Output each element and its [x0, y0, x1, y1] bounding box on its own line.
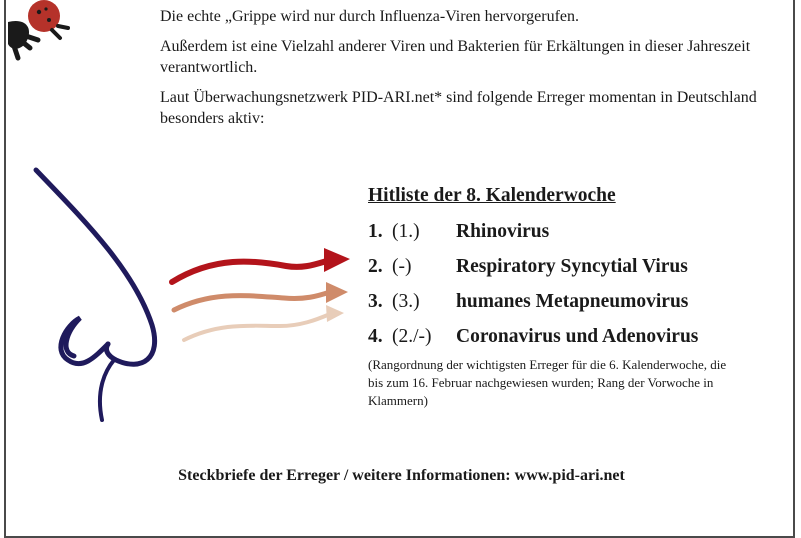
list-item — [368, 214, 798, 249]
list-item-rank: 3. — [368, 290, 383, 312]
list-item-pathogen: Coronavirus und Adenovirus — [456, 325, 699, 347]
list-item-pathogen: humanes Metapneumovirus — [456, 290, 689, 312]
airflow-arrow-light-icon — [184, 314, 330, 340]
intro-text — [160, 6, 780, 138]
nose-outline-icon — [36, 170, 155, 364]
list-item-previous-rank: (2./-) — [392, 325, 432, 347]
hitliste-title: Hitliste der 8. Kalenderwoche — [368, 185, 616, 206]
nose-with-airflow-illustration — [24, 160, 369, 425]
list-item-pathogen: Respiratory Syncytial Virus — [456, 255, 688, 277]
intro-line-3: Laut Überwachungsnetzwerk PID-ARI.net* sind folgende Erreger momentan in Deutschland besonders aktiv: — [160, 89, 757, 127]
list-item-previous-rank: (3.) — [392, 290, 420, 312]
virus-illustration-icon — [6, 0, 76, 62]
airflow-arrow-dark-icon — [172, 260, 330, 282]
list-item — [368, 319, 798, 354]
airflow-arrow-mid-icon — [174, 292, 330, 310]
intro-line-1: Die echte „Grippe wird nur durch Influenza-Viren hervorgerufen. — [160, 8, 579, 25]
list-item-previous-rank: (1.) — [392, 220, 420, 242]
hitliste — [368, 183, 798, 410]
intro-line-2: Außerdem ist eine Vielzahl anderer Viren und Bakterien für Erkältungen in dieser Jahreszeit verantwortlich. — [160, 38, 751, 76]
list-item — [368, 284, 798, 319]
list-item-rank: 4. — [368, 325, 383, 347]
list-item-pathogen: Rhinovirus — [456, 220, 550, 242]
list-item-previous-rank: (-) — [392, 255, 412, 277]
hitliste-footnote: (Rangordnung der wichtigsten Erreger für die 6. Kalenderwoche, die bis zum 16. Februar nachgewiesen wurden; Rang der Vorwoche in Klammern) — [368, 357, 727, 408]
list-item — [368, 249, 798, 284]
list-item-rank: 1. — [368, 220, 383, 242]
list-item-rank: 2. — [368, 255, 383, 277]
footer-info: Steckbriefe der Erreger / weitere Informationen: www.pid-ari.net — [178, 467, 625, 484]
poster-frame — [4, 0, 795, 538]
